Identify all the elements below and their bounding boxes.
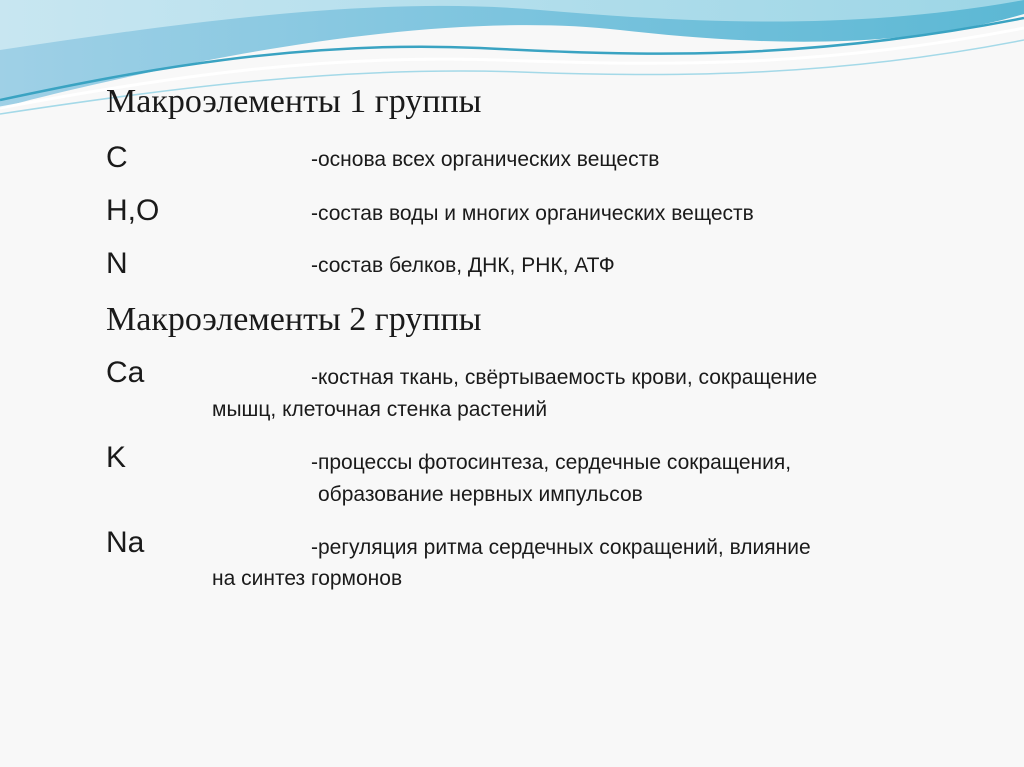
element-symbol-na: Na xyxy=(106,526,145,559)
element-desc-na: -регуляция ритма сердечных сокращений, влияние xyxy=(311,536,811,559)
element-desc-ca: -костная ткань, свёртываемость крови, сокращение xyxy=(311,366,818,389)
element-desc-ca-cont: мышц, клеточная стенка растений xyxy=(212,398,548,421)
element-symbol-k: K xyxy=(106,441,127,474)
element-symbol-c: C xyxy=(106,141,128,174)
element-symbol-ca: Ca xyxy=(106,356,145,389)
element-desc-k: -процессы фотосинтеза, сердечные сокращения, xyxy=(311,451,792,474)
element-desc-n: -состав белков, ДНК, РНК, АТФ xyxy=(311,254,615,277)
element-symbol-h-o: H,O xyxy=(106,194,160,227)
group1-heading: Макроэлементы 1 группы xyxy=(106,83,482,120)
element-desc-na-cont: на синтез гормонов xyxy=(212,567,403,590)
group2-heading: Макроэлементы 2 группы xyxy=(106,301,482,338)
element-desc-k-cont: образование нервных импульсов xyxy=(318,483,643,506)
element-desc-h-o: -состав воды и многих органических веществ xyxy=(311,202,754,225)
element-symbol-n: N xyxy=(106,247,128,280)
element-desc-c: -основа всех органических веществ xyxy=(311,148,660,171)
